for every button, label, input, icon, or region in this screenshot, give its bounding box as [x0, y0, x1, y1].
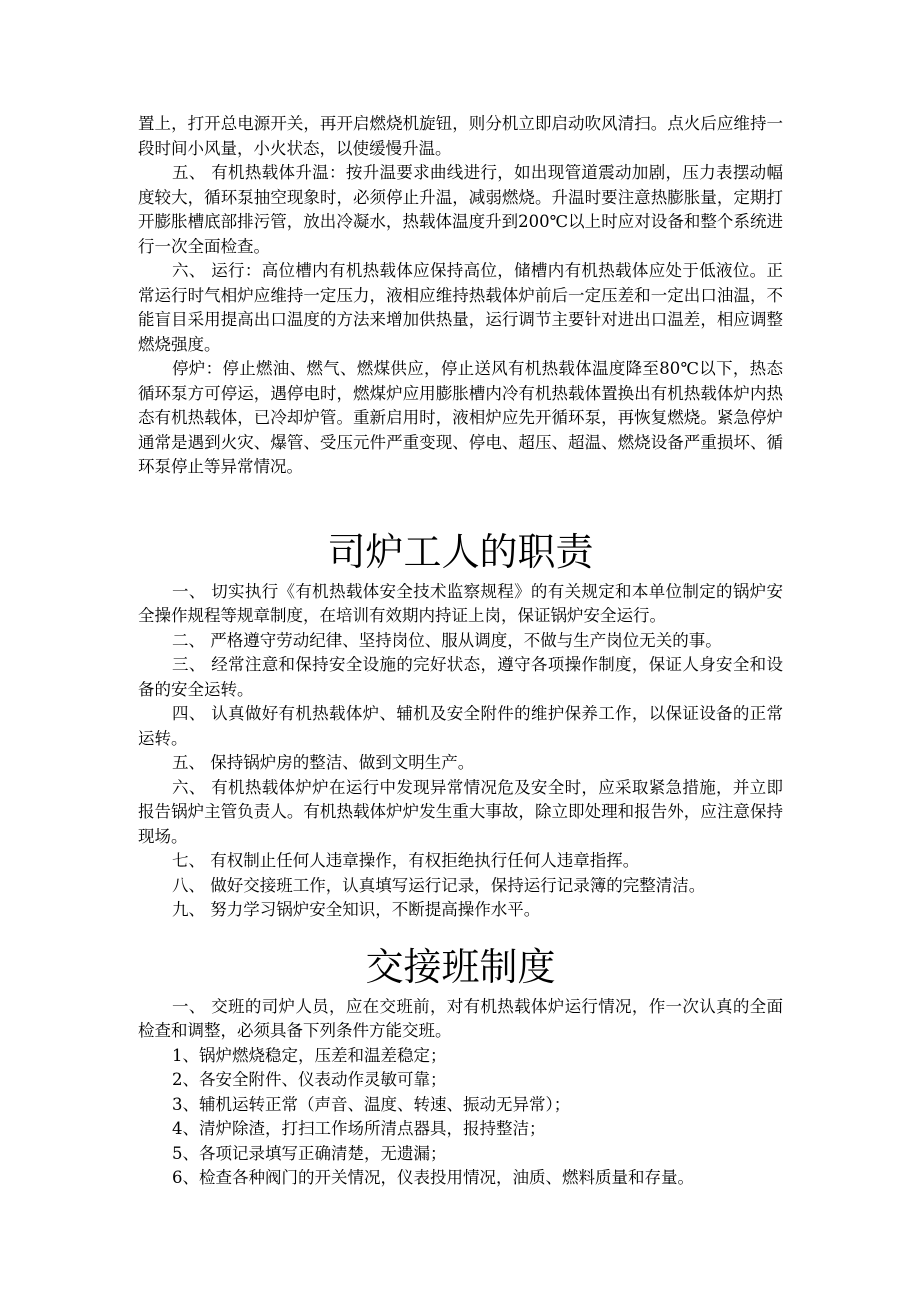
handover-item-4: 4、清炉除渣，打扫工作场所清点器具，报持整洁； — [172, 1119, 546, 1138]
handover-item-5: 5、各项记录填写正确清楚，无遗漏； — [172, 1143, 447, 1163]
duty-item-9: 九、 努力学习锅炉安全知识，不断提高操作水平。 — [172, 900, 541, 919]
duty-item-1: 一、 切实执行《有机热载体安全技术监察规程》的有关规定和本单位制定的锅炉安全操作规程等规章制度，在培训有效期内持证上岗，保证锅炉安全运行。 — [138, 581, 783, 625]
paragraph-ignition: 置上，打开总电源开关，再开启燃烧机旋钮，则分机立即启动吹风清扫。点火后应维持一段时间小风量，小火状态，以使缓慢升温。 — [138, 114, 783, 158]
paragraph-shutdown: 停炉：停止燃油、燃气、燃煤供应，停止送风有机热载体温度降至80℃以下，热态循环泵方可停运，遇停电时，燃煤炉应用膨胀槽内冷有机热载体置换出有机热载体炉内热态有机热载体，已冷却炉管。重新启用时，液相炉应先开循环泵，再恢复燃烧。紧急停炉通常是遇到火灾、爆管、受压元件严重变现、停电、超压、超温、燃烧设备严重损坏、循环泵停止等异常情况。 — [138, 359, 783, 476]
handover-item-1: 1、锅炉燃烧稳定，压差和温差稳定； — [172, 1045, 447, 1065]
duty-item-8: 八、 做好交接班工作，认真填写运行记录，保持运行记录簿的完整清洁。 — [172, 875, 706, 895]
duty-item-3: 三、 经常注意和保持安全设施的完好状态，遵守各项操作制度，保证人身安全和设备的安全运转。 — [138, 655, 783, 699]
handover-item-6: 6、检查各种阀门的开关情况，仪表投用情况，油质、燃料质量和存量。 — [172, 1168, 694, 1187]
duty-item-2: 二、 严格遵守劳动纪律、坚持岗位、服从调度，不做与生产岗位无关的事。 — [172, 630, 722, 650]
handover-intro: 一、 交班的司炉人员，应在交班前，对有机热载体炉运行情况，作一次认真的全面检查和调整，必须具备下列条件方能交班。 — [138, 996, 783, 1040]
duty-item-5: 五、 保持锅炉房的整洁、做到文明生产。 — [172, 753, 475, 772]
duty-item-7: 七、 有权制止任何人违章操作，有权拒绝执行任何人违章指挥。 — [172, 851, 640, 870]
duty-item-4: 四、 认真做好有机热载体炉、辅机及安全附件的维护保养工作，以保证设备的正常运转。 — [138, 704, 783, 748]
heading-handover: 交接班制度 — [365, 944, 556, 989]
handover-item-3: 3、辅机运转正常（声音、温度、转速、振动无异常）； — [172, 1094, 571, 1114]
heading-duties: 司炉工人的职责 — [327, 529, 594, 574]
paragraph-operation: 六、 运行：高位槽内有机热载体应保持高位，储槽内有机热载体应处于低液位。正常运行时气相炉应维持一定压力，液相应维持热载体炉前后一定压差和一定出口油温，不能盲目采用提高出口温度的方法来增加供热量，运行调节主要针对进出口温差，相应调整燃烧强度。 — [138, 261, 783, 354]
document-page — [138, 112, 783, 1191]
handover-item-2: 2、各安全附件、仪表动作灵敏可靠； — [172, 1070, 447, 1089]
duty-item-6: 六、 有机热载体炉炉在运行中发现异常情况危及安全时，应采取紧急措施，并立即报告锅炉主管负责人。有机热载体炉炉发生重大事故，除立即处理和报告外，应注意保持现场。 — [138, 777, 783, 846]
paragraph-heating: 五、 有机热载体升温：按升温要求曲线进行，如出现管道震动加剧，压力表摆动幅度较大，循环泵抽空现象时，必须停止升温，减弱燃烧。升温时要注意热膨胀量，定期打开膨胀槽底部排污管，放出冷凝水，热载体温度升到200℃以上时应对设备和整个系统进行一次全面检查。 — [138, 163, 783, 256]
